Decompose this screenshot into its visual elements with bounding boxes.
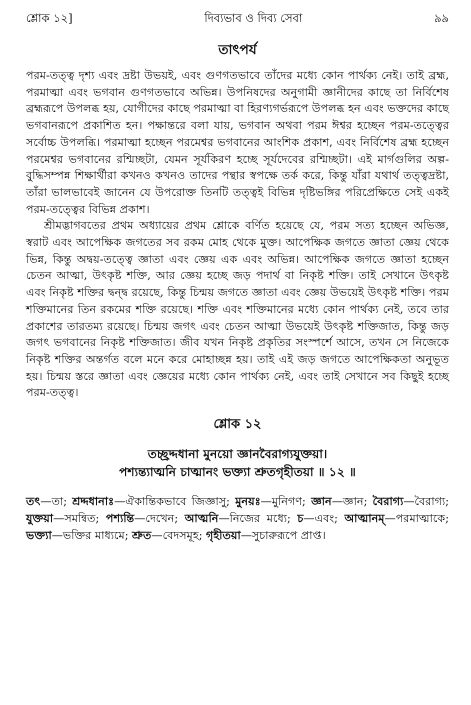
synonym-entry: শ্রদ্দধানাঃ—ঐকান্তিকভাবে জিজ্ঞাসু; [72,494,236,509]
synonym-meaning: ভক্তির মাধ্যমে [62,529,125,543]
synonym-meaning: এবং [314,512,335,526]
word-for-word-synonyms [26,493,449,544]
synonym-entry: চ—এবং; [297,511,345,526]
page-number: ৯৯ [434,11,449,25]
purport-title: তাৎপর্য [218,42,257,58]
synonym-entry: পশ্যন্তি—দেখেন; [105,511,185,526]
purport-paragraph: শ্রীমদ্ভাগবতের প্রথম অধ্যায়ের প্রথম শ্লোকে বর্ণিত হয়েছে যে, পরম সত্য হচ্ছেন অভিজ্ঞ, স্বরাট এবং আপেক্ষিক জগতের সব রকম মোহ থেকে মুক্ত। আপেক্ষিক জগতে জ্ঞাতা জ্ঞেয় থেকে ভিন্ন, কিন্তু অদ্বয়-তত্ত্বে জ্ঞাতা এবং জ্ঞেয় এক এবং অভিন্ন। আপেক্ষিক জগতে জ্ঞাতা হচ্ছেন চেতন আত্মা, উৎকৃষ্ট শক্তি, আর জ্ঞেয় হচ্ছে জড় পদার্থ বা নিকৃষ্ট শক্তি। তাই সেখানে উৎকৃষ্ট এবং নিকৃষ্ট শক্তির দ্বন্দ্ব রয়েছে, কিন্তু চিন্ময় জগতে জ্ঞাতা এবং জ্ঞেয় উভয়েই উৎকৃষ্ট শক্তি। পরম শক্তিমানের তিন রকমের শক্তি রয়েছে। শক্তি এবং শক্তিমানের মধ্যে কোন পার্থক্য নেই, তবে তার প্রকাশের তারতম্য রয়েছে। চিন্ময় জগৎ এবং চেতন আত্মা উভয়েই উৎকৃষ্ট শক্তিজাত, কিন্তু জড় জগৎ ভগবানের নিকৃষ্ট শক্তিজাত। জীব যখন নিকৃষ্ট প্রকৃতির সংস্পর্শে আসে, তখন সে নিজেকে নিকৃষ্ট শক্তির অন্তর্গত বলে মনে করে মোহাচ্ছন্ন হয়। তাই এই জড় জগতে আপেক্ষিকতা অনুভূত হয়। চিন্ময় স্তরে জ্ঞাতা এবং জ্ঞেয়ের মধ্যে কোন পার্থক্য নেই, এবং তাই সেখানে সব কিছুই হচ্ছে পরম-তত্ত্ব। [26,219,449,400]
synonym-term: যুক্তয়া [26,511,54,526]
synonym-entry: ভক্ত্যা—ভক্তির মাধ্যমে; [26,528,133,543]
synonym-entry: যুক্তয়া—সমন্বিত; [26,511,106,526]
synonym-entry: তৎ—তা; [26,494,73,509]
verse-line: তচ্ছ্রদ্দধানা মুনয়ো জ্ঞানবৈরাগ্যযুক্তয়া। [147,447,328,462]
synonym-entry: শ্রুত—বেদসমূহ; [132,528,207,543]
synonym-meaning: পরমাত্মাকে [395,512,446,526]
synonym-term: শ্রদ্দধানাঃ [72,494,115,509]
synonym-meaning: সমন্বিত [64,512,96,526]
synonym-term: মুনয়ঃ [235,494,261,509]
synonym-term: শ্রুত [132,528,152,543]
synonym-term: পশ্যন্তি [105,511,135,526]
synonym-meaning: নিজের মধ্যে [229,512,287,526]
synonym-term: বৈরাগ্য [372,494,404,509]
synonym-term: চ [297,511,304,526]
synonym-entry: আত্মনি—নিজের মধ্যে; [184,511,298,526]
verse-line: পশ্যন্ত্যাত্মনি চাত্মানং ভক্ত্যা শ্রুতগৃহীতয়া ॥ ১২ ॥ [119,465,356,480]
verse-heading: শ্লোক ১২ [213,417,262,433]
synonym-meaning: জ্ঞান [342,495,364,509]
purport-paragraph: পরম-তত্ত্ব দৃশ্য এবং দ্রষ্টা উভয়ই, এবং গুণগতভাবে তাঁদের মধ্যে কোন পার্থক্য নেই। তাই ব্রহ্ম, পরমাত্মা এবং ভগবান গুণগতভাবে অভিন্ন। উপনিষদের অনুগামী জ্ঞানীদের কাছে তা নির্বিশেষ ব্রহ্মরূপে উপলব্ধ হয়, যোগীদের কাছে পরমাত্মা বা হিরণ্যগর্ভরূপে উপলব্ধ হন এবং ভক্তদের কাছে ভগবানরূপে প্রকাশিত হন। পক্ষান্তরে বলা যায়, ভগবান অথবা পরম ঈশ্বর হচ্ছেন পরম-তত্ত্বের সর্বোচ্চ উপলব্ধি। পরমাত্মা হচ্ছেন পরমেশ্বর ভগবানের আংশিক প্রকাশ, এবং নির্বিশেষ ব্রহ্ম হচ্ছেন পরমেশ্বর ভগবানের রশ্মিচ্ছটা, যেমন সূর্যকিরণ হচ্ছে সূর্যদেবের রশ্মিচ্ছটা। এই মার্গগুলির অল্প-বুদ্ধিসম্পন্ন শিক্ষার্থীরা কখনও কখনও তাদের পন্থার স্বপক্ষে তর্ক করে, কিন্তু যাঁরা যথার্থ তত্ত্বদ্রষ্টা, তাঁরা ভালভাবেই জানেন যে উপরোক্ত তিনটি তত্ত্বই বিভিন্ন দৃষ্টিভঙ্গির পরিপ্রেক্ষিতে সেই একই পরম-তত্ত্বের বিভিন্ন প্রকাশ। [26,69,449,216]
synonym-term: ভক্ত্যা [26,528,52,543]
synonym-entry: গৃহীতয়া—সুচারুরূপে প্রাপ্ত। [206,528,326,543]
synonym-term: আত্মনি [184,511,219,526]
synonym-meaning: দেখেন [145,512,175,526]
synonym-meaning: ঐকান্তিকভাবে জিজ্ঞাসু [125,495,227,509]
running-header [26,10,449,28]
synonym-meaning: মুনিগণ [271,495,303,509]
synonym-term: গৃহীতয়া [206,528,241,543]
header-chapter-title: দিব্যভাব ও দিব্য সেবা [204,11,303,25]
synonym-entry: জ্ঞান—জ্ঞান; [311,494,373,509]
synonym-meaning: বৈরাগ্য [414,495,446,509]
synonym-term: জ্ঞান [311,494,332,509]
synonym-term: তৎ [26,494,41,509]
synonym-entry: আত্মানম্—পরমাত্মাকে; [344,511,450,526]
synonym-meaning: তা [51,495,64,509]
synonym-meaning: সুচারুরূপে প্রাপ্ত [251,529,322,543]
synonym-entry: বৈরাগ্য—বৈরাগ্য; [372,494,450,509]
header-verse-reference: শ্লোক ১২] [26,11,73,25]
synonym-entry: মুনয়ঃ—মুনিগণ; [235,494,312,509]
synonym-meaning: বেদসমূহ [162,529,199,543]
synonym-term: আত্মানম্ [344,511,385,526]
